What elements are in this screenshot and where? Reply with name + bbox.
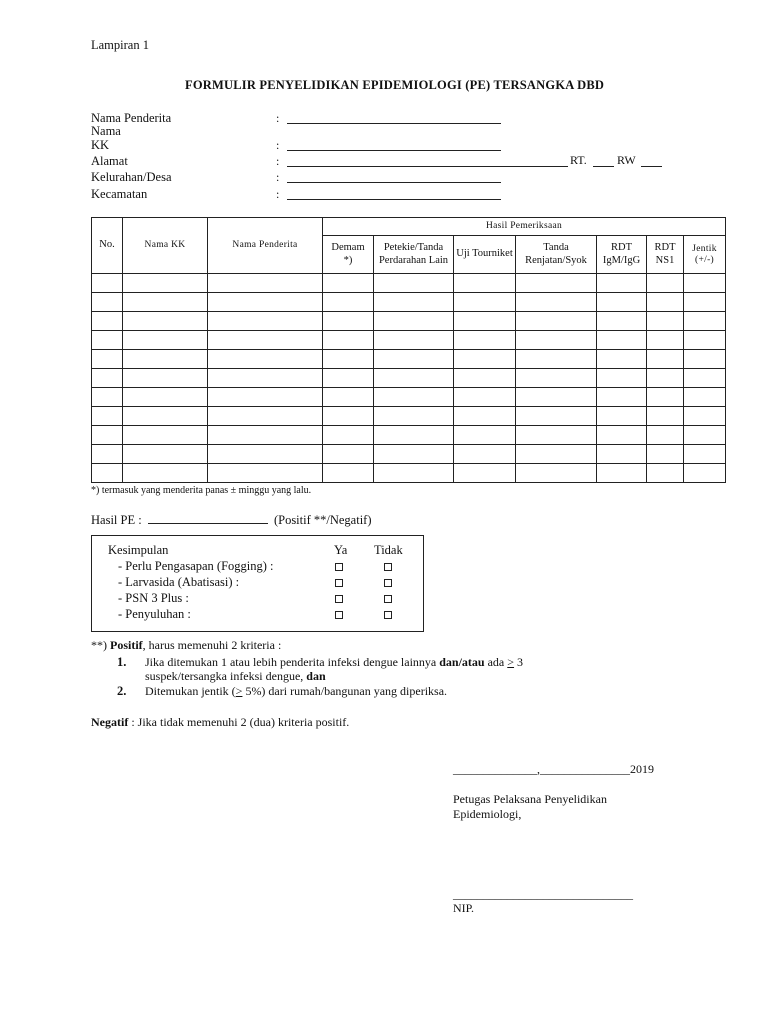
alamat-blank[interactable] <box>287 166 568 167</box>
field-colon: : <box>276 138 280 152</box>
signature-officer-line1: Petugas Pelaksana Penyelidikan <box>453 792 607 806</box>
table-cell[interactable] <box>516 407 597 426</box>
table-cell[interactable] <box>323 407 374 426</box>
col-header-rdt-ns1: RDT NS1 <box>647 236 684 274</box>
field-colon: : <box>276 187 280 201</box>
table-cell[interactable] <box>684 274 726 293</box>
table-cell[interactable] <box>123 426 208 445</box>
table-cell[interactable] <box>597 331 647 350</box>
field-label-kk: KK <box>91 138 110 152</box>
negative-criteria <box>91 715 349 730</box>
table-cell[interactable] <box>92 388 123 407</box>
criteria-intro-bold: Positif <box>110 638 143 652</box>
col-header-uji-tourniket: Uji Tourniket <box>454 236 516 274</box>
table-cell[interactable] <box>92 331 123 350</box>
table-cell[interactable] <box>123 445 208 464</box>
table-cell[interactable] <box>123 464 208 483</box>
col-header-no: No. <box>92 218 123 274</box>
table-cell[interactable] <box>92 293 123 312</box>
table-cell[interactable] <box>323 426 374 445</box>
table-cell[interactable] <box>597 464 647 483</box>
examination-table <box>91 217 726 483</box>
field-colon: : <box>276 170 280 184</box>
table-row <box>92 350 726 369</box>
table-cell[interactable] <box>597 369 647 388</box>
criteria-intro-rest: , harus memenuhi 2 kriteria : <box>142 638 282 652</box>
table-cell[interactable] <box>597 426 647 445</box>
table-cell[interactable] <box>516 445 597 464</box>
table-cell[interactable] <box>647 312 684 331</box>
table-cell[interactable] <box>516 312 597 331</box>
table-cell[interactable] <box>374 388 454 407</box>
table-cell[interactable] <box>374 350 454 369</box>
criteria-1-bold: dan/atau <box>439 655 485 669</box>
table-footnote: *) termasuk yang menderita panas ± minggu yang lalu. <box>91 485 312 496</box>
kesimpulan-item-larvasida: - Larvasida (Abatisasi) : <box>118 575 240 589</box>
table-cell[interactable] <box>516 369 597 388</box>
table-cell[interactable] <box>323 464 374 483</box>
table-cell[interactable] <box>597 312 647 331</box>
table-cell[interactable] <box>208 293 323 312</box>
table-row <box>92 331 726 350</box>
table-cell[interactable] <box>454 407 516 426</box>
table-cell[interactable] <box>323 350 374 369</box>
kk-blank[interactable] <box>287 150 501 151</box>
table-cell[interactable] <box>684 426 726 445</box>
table-cell[interactable] <box>516 350 597 369</box>
table-row <box>92 445 726 464</box>
table-cell[interactable] <box>374 426 454 445</box>
table-cell[interactable] <box>684 407 726 426</box>
col-header-tanda-renjatan: Tanda Renjatan/Syok <box>516 236 597 274</box>
rt-label: RT. <box>570 153 587 167</box>
table-cell[interactable] <box>123 369 208 388</box>
table-cell[interactable] <box>684 331 726 350</box>
table-cell[interactable] <box>454 350 516 369</box>
nama-penderita-blank[interactable] <box>287 123 501 124</box>
criteria-2-number: 2. <box>117 684 127 698</box>
rw-label: RW <box>617 153 636 167</box>
table-row <box>92 369 726 388</box>
table-cell[interactable] <box>92 445 123 464</box>
table-cell[interactable] <box>208 445 323 464</box>
table-cell[interactable] <box>323 445 374 464</box>
criteria-1-text-c: 3 <box>514 655 524 669</box>
signature-nip: NIP. <box>453 901 475 915</box>
table-cell[interactable] <box>684 388 726 407</box>
form-title: FORMULIR PENYELIDIKAN EPIDEMIOLOGI (PE) TERSANGKA DBD <box>185 78 605 92</box>
table-cell[interactable] <box>374 445 454 464</box>
table-cell[interactable] <box>647 274 684 293</box>
table-cell[interactable] <box>323 312 374 331</box>
criteria-1-line2-text: suspek/tersangka infeksi dengue, <box>145 669 307 683</box>
table-cell[interactable] <box>597 350 647 369</box>
table-cell[interactable] <box>92 407 123 426</box>
table-cell[interactable] <box>123 274 208 293</box>
criteria-1-text-a: Jika ditemukan 1 atau lebih penderita infeksi dengue lainnya <box>145 655 440 669</box>
table-cell[interactable] <box>92 350 123 369</box>
criteria-1-line2 <box>145 669 326 684</box>
criteria-2-text <box>145 684 447 699</box>
table-row <box>92 388 726 407</box>
table-cell[interactable] <box>323 274 374 293</box>
table-cell[interactable] <box>374 312 454 331</box>
table-cell[interactable] <box>454 426 516 445</box>
criteria-1-line1 <box>145 655 523 670</box>
field-label-nama-penderita: Nama Penderita <box>91 111 172 125</box>
table-row <box>92 407 726 426</box>
kesimpulan-header: Kesimpulan <box>108 543 169 557</box>
table-body <box>92 274 726 483</box>
table-cell[interactable] <box>208 312 323 331</box>
table-cell[interactable] <box>454 293 516 312</box>
col-header-nama-kk: Nama KK <box>123 218 208 274</box>
table-cell[interactable] <box>208 350 323 369</box>
field-label-alamat: Alamat <box>91 154 128 168</box>
table-cell[interactable] <box>516 464 597 483</box>
field-label-nama: Nama <box>91 124 121 138</box>
table-cell[interactable] <box>684 293 726 312</box>
table-cell[interactable] <box>123 388 208 407</box>
table-cell[interactable] <box>647 369 684 388</box>
ya-checkbox-larvasida[interactable] <box>335 579 343 587</box>
kesimpulan-item-psn: - PSN 3 Plus : <box>118 591 189 605</box>
table-cell[interactable] <box>92 312 123 331</box>
criteria-2-ge-symbol: > <box>235 684 243 698</box>
tidak-checkbox-penyuluhan[interactable] <box>384 611 392 619</box>
table-cell[interactable] <box>516 274 597 293</box>
negative-bold: Negatif <box>91 715 129 729</box>
col-header-nama-penderita: Nama Penderita <box>208 218 323 274</box>
table-cell[interactable] <box>208 388 323 407</box>
criteria-intro-prefix: **) <box>91 638 107 652</box>
kesimpulan-tidak-header: Tidak <box>374 543 403 557</box>
group-header-hasil-pemeriksaan: Hasil Pemeriksaan <box>323 218 726 236</box>
table-cell[interactable] <box>208 274 323 293</box>
kesimpulan-item-fogging: - Perlu Pengasapan (Fogging) : <box>118 559 274 573</box>
table-cell[interactable] <box>123 312 208 331</box>
table-cell[interactable] <box>647 426 684 445</box>
table-cell[interactable] <box>323 369 374 388</box>
table-cell[interactable] <box>208 369 323 388</box>
table-cell[interactable] <box>323 388 374 407</box>
table-cell[interactable] <box>597 274 647 293</box>
table-cell[interactable] <box>92 426 123 445</box>
field-colon: : <box>276 154 280 168</box>
table-cell[interactable] <box>374 331 454 350</box>
table-row <box>92 426 726 445</box>
table-cell[interactable] <box>92 464 123 483</box>
col-header-jentik: Jentik (+/-) <box>684 236 726 274</box>
table-cell[interactable] <box>597 293 647 312</box>
table-cell[interactable] <box>516 388 597 407</box>
kelurahan-blank[interactable] <box>287 182 501 183</box>
table-cell[interactable] <box>123 293 208 312</box>
field-label-kelurahan: Kelurahan/Desa <box>91 170 172 184</box>
table-cell[interactable] <box>374 274 454 293</box>
signature-line: ______________________________ <box>453 887 633 901</box>
field-label-kecamatan: Kecamatan <box>91 187 148 201</box>
table-cell[interactable] <box>208 331 323 350</box>
hasil-pe-blank[interactable] <box>148 523 268 524</box>
negative-rest: : Jika tidak memenuhi 2 (dua) kriteria positif. <box>128 715 350 729</box>
criteria-intro <box>91 638 281 653</box>
table-cell[interactable] <box>454 274 516 293</box>
criteria-1-ge-symbol: > <box>507 655 515 669</box>
table-cell[interactable] <box>208 407 323 426</box>
table-cell[interactable] <box>684 445 726 464</box>
table-cell[interactable] <box>647 445 684 464</box>
table-cell[interactable] <box>454 445 516 464</box>
table-cell[interactable] <box>597 445 647 464</box>
rt-blank[interactable] <box>593 166 614 167</box>
criteria-1-line2-bold: dan <box>306 669 326 683</box>
table-cell[interactable] <box>323 331 374 350</box>
table-cell[interactable] <box>647 331 684 350</box>
table-cell[interactable] <box>516 426 597 445</box>
table-row <box>92 293 726 312</box>
table-cell[interactable] <box>684 464 726 483</box>
kesimpulan-ya-header: Ya <box>334 543 348 557</box>
field-colon: : <box>276 111 280 125</box>
col-header-rdt-igm-igg: RDT IgM/IgG <box>597 236 647 274</box>
table-cell[interactable] <box>597 407 647 426</box>
table-cell[interactable] <box>454 312 516 331</box>
kesimpulan-item-penyuluhan: - Penyuluhan : <box>118 607 191 621</box>
table-cell[interactable] <box>208 464 323 483</box>
table-row <box>92 464 726 483</box>
hasil-pe-label: Hasil PE : <box>91 513 142 527</box>
col-header-petekie: Petekie/Tanda Perdarahan Lain <box>374 236 454 274</box>
table-cell[interactable] <box>374 407 454 426</box>
table-cell[interactable] <box>684 369 726 388</box>
table-cell[interactable] <box>516 293 597 312</box>
table-cell[interactable] <box>454 388 516 407</box>
table-cell[interactable] <box>454 331 516 350</box>
table-cell[interactable] <box>374 369 454 388</box>
criteria-1-text-b: ada <box>484 655 508 669</box>
ya-checkbox-penyuluhan[interactable] <box>335 611 343 619</box>
table-cell[interactable] <box>647 388 684 407</box>
hasil-pe-options: (Positif **/Negatif) <box>273 513 372 527</box>
table-row <box>92 274 726 293</box>
tidak-checkbox-psn[interactable] <box>384 595 392 603</box>
criteria-1-number: 1. <box>117 655 127 669</box>
table-cell[interactable] <box>374 293 454 312</box>
attachment-label: Lampiran 1 <box>91 38 149 52</box>
table-cell[interactable] <box>684 312 726 331</box>
criteria-2-text-a: Ditemukan jentik ( <box>145 684 236 698</box>
table-cell[interactable] <box>516 331 597 350</box>
signature-date-line: ______________,_______________2019 <box>453 762 654 776</box>
table-cell[interactable] <box>123 350 208 369</box>
table-cell[interactable] <box>647 464 684 483</box>
table-cell[interactable] <box>92 274 123 293</box>
kecamatan-blank[interactable] <box>287 199 501 200</box>
rw-blank[interactable] <box>641 166 662 167</box>
table-cell[interactable] <box>123 407 208 426</box>
criteria-2-text-b: 5%) dari rumah/bangunan yang diperiksa. <box>242 684 448 698</box>
table-cell[interactable] <box>647 293 684 312</box>
hasil-pe-row <box>91 513 372 528</box>
col-header-demam: Demam *) <box>323 236 374 274</box>
table-cell[interactable] <box>374 464 454 483</box>
table-cell[interactable] <box>454 369 516 388</box>
table-cell[interactable] <box>647 407 684 426</box>
table-cell[interactable] <box>647 350 684 369</box>
table-cell[interactable] <box>684 350 726 369</box>
ya-checkbox-fogging[interactable] <box>335 563 343 571</box>
table-cell[interactable] <box>92 369 123 388</box>
table-cell[interactable] <box>208 426 323 445</box>
ya-checkbox-psn[interactable] <box>335 595 343 603</box>
table-cell[interactable] <box>454 464 516 483</box>
table-cell[interactable] <box>597 388 647 407</box>
table-row <box>92 312 726 331</box>
tidak-checkbox-larvasida[interactable] <box>384 579 392 587</box>
table-cell[interactable] <box>123 331 208 350</box>
tidak-checkbox-fogging[interactable] <box>384 563 392 571</box>
table-cell[interactable] <box>323 293 374 312</box>
signature-officer-line2: Epidemiologi, <box>453 807 522 821</box>
